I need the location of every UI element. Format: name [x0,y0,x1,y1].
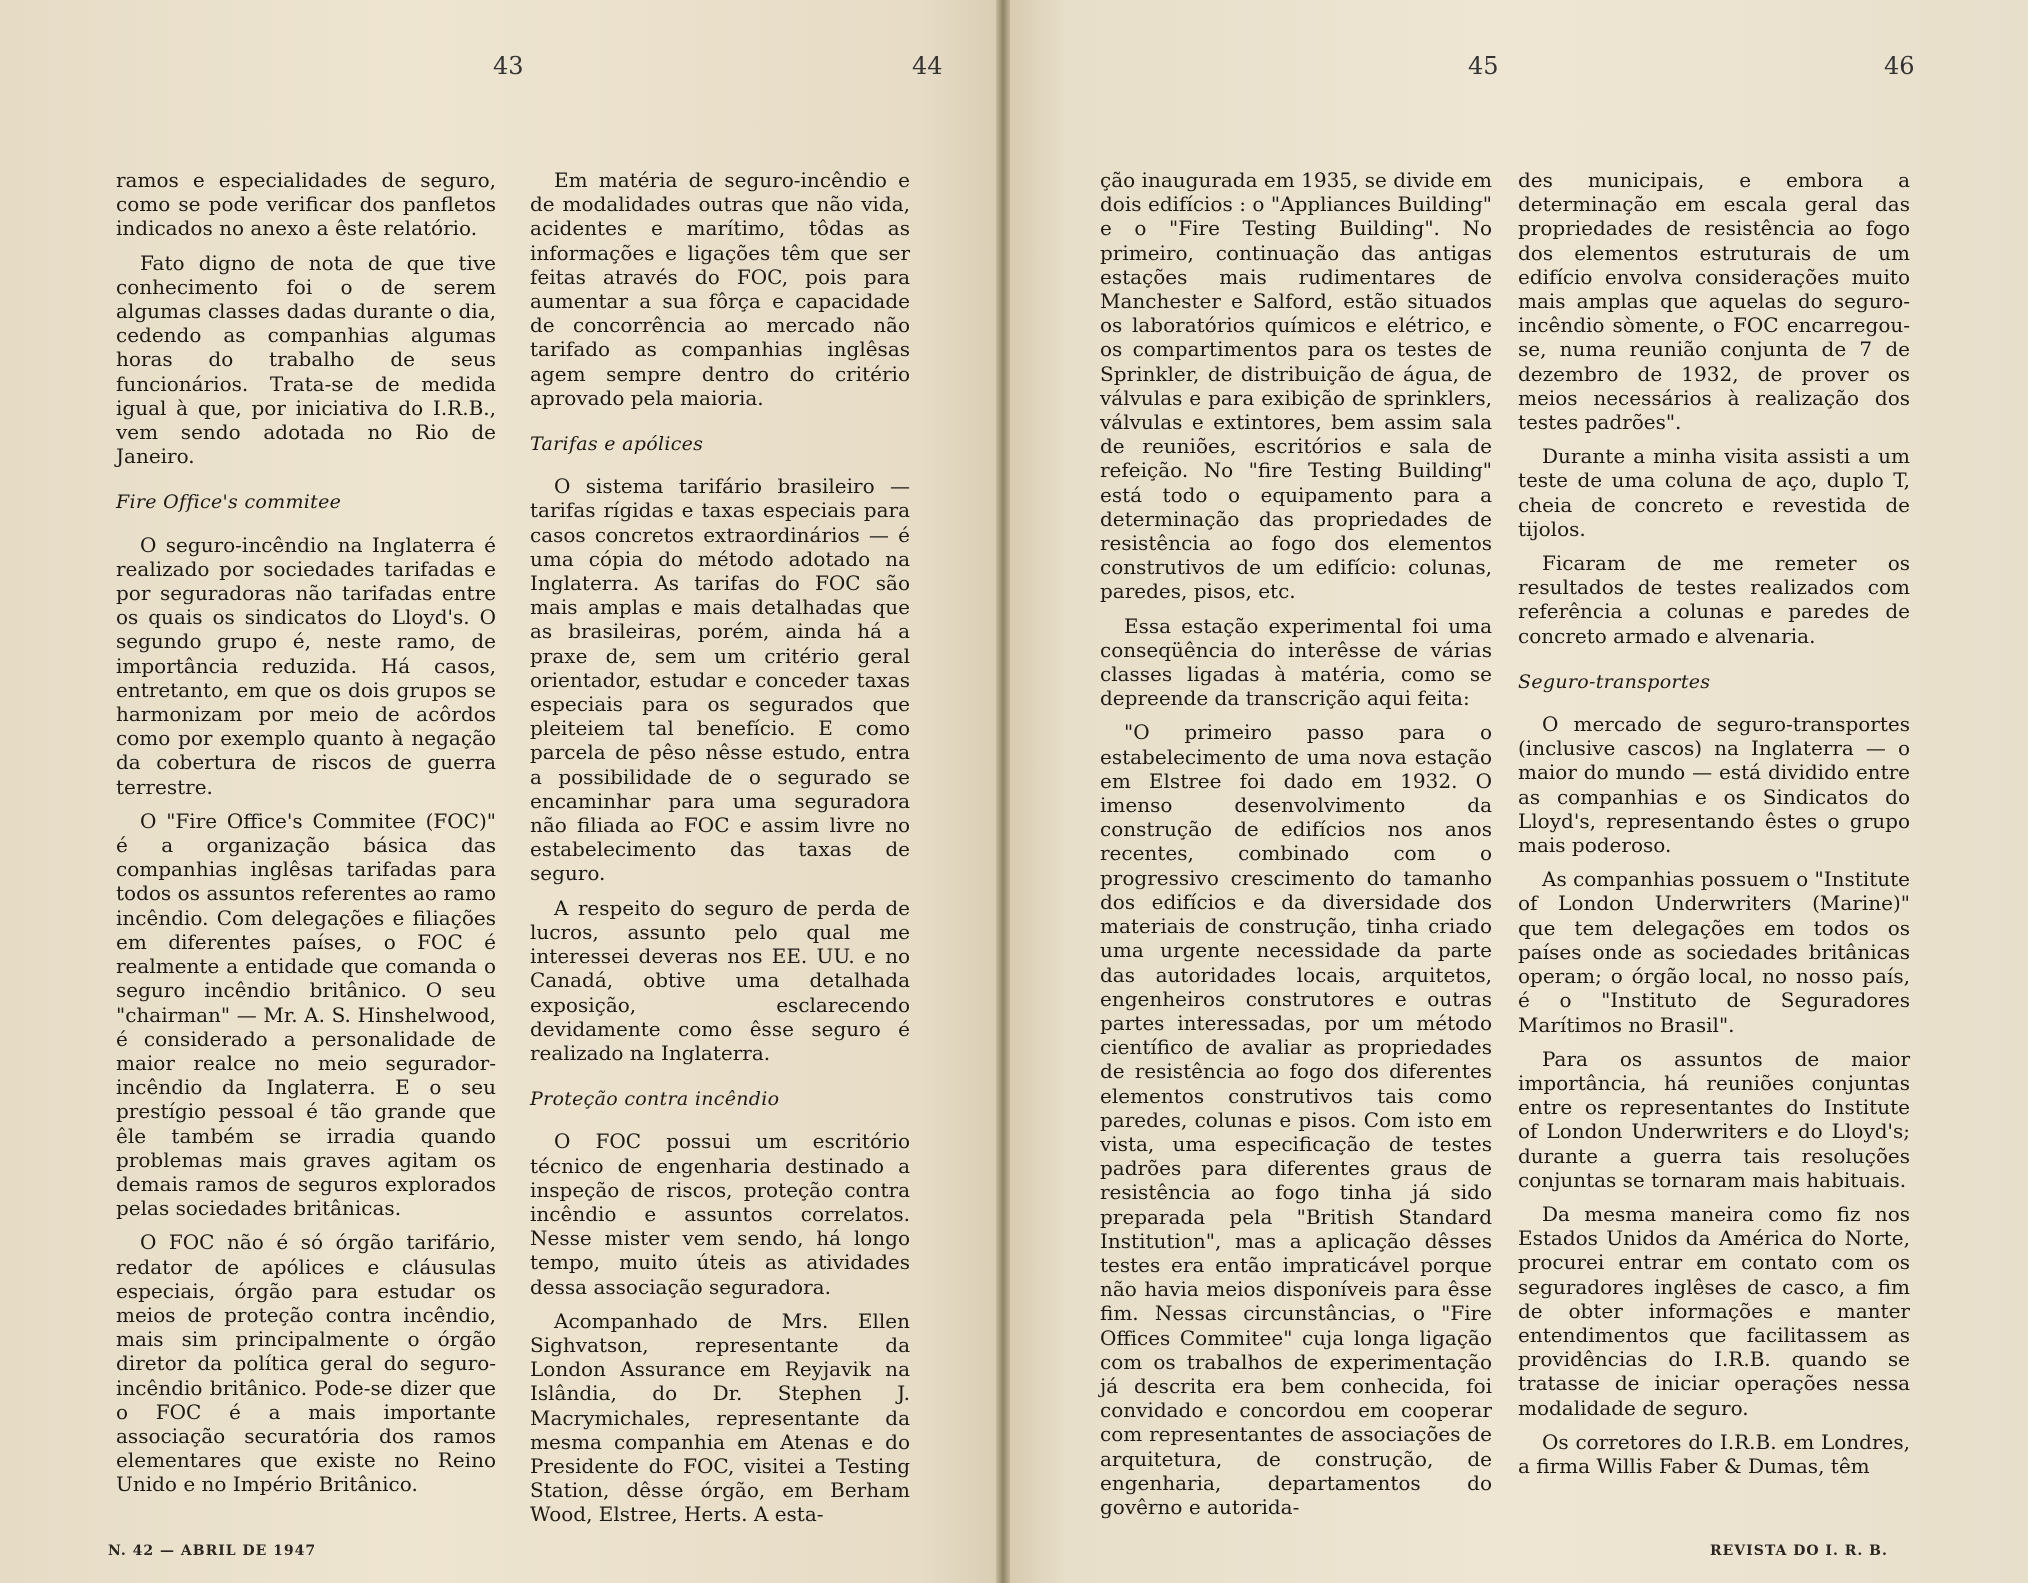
paragraph: Os corretores do I.R.B. em Londres, a firma Willis Faber & Dumas, têm [1518,1429,1910,1478]
page-number-45: 45 [1468,52,1499,80]
paragraph: Ficaram de me remeter os resultados de testes realizados com referência a colunas e paredes de concreto armado e alvenaria. [1518,551,1910,648]
page-number-44: 44 [912,52,943,80]
paragraph: Para os assuntos de maior importância, há reuniões conjuntas entre os representantes do Institute of London Underwriters e do Lloyd's; durante a guerra tais resoluções conjuntas se tornaram mais habituais. [1518,1046,1910,1192]
text-column-3 [1100,168,1492,1529]
paragraph: Em matéria de seguro-incêndio e de modalidades outras que não vida, acidentes e marítimo, tôdas as informações e ligações têm que ser feitas através do FOC, pois para aumentar a sua fôrça e capacidade de concorrência ao mercado não tarifado as companhias inglêsas agem sempre dentro do critério aprovado pela maioria. [530,168,910,410]
book-gutter [996,0,1010,1583]
paragraph: O mercado de seguro-transportes (inclusive cascos) na Inglaterra — o maior do mundo — está dividido entre as companhias e os Sindicatos do Lloyd's, representando êstes o grupo mais poderoso. [1518,712,1910,858]
paragraph: O "Fire Office's Commitee (FOC)" é a organização básica das companhias inglêsas tarifadas para todos os assuntos referentes ao ramo incêndio. Com delegações e filiações em diferentes países, o FOC é realmente a entidade que comanda o seguro incêndio britânico. O seu "chairman" — Mr. A. S. Hinshelwood, é considerado a personalidade de maior realce no meio segurador-incêndio da Inglaterra. E o seu prestígio pessoal é tão grande que êle também se irradia quando problemas mais graves agitam os demais ramos de seguros explorados pelas sociedades britânicas. [116,808,496,1221]
paragraph: des municipais, e embora a determinação em escala geral das propriedades de resistência ao fogo dos elementos estruturais de um edifício envolva considerações muito mais amplas que aquelas do seguro-incêndio sòmente, o FOC encarregou-se, numa reunião conjunta de 7 de dezembro de 1932, de prover os meios necessários à realização dos testes padrões". [1518,168,1910,435]
paragraph: As companhias possuem o "Institute of London Underwriters (Marine)" que tem delegações em todos os países onde as sociedades britânicas operam; o órgão local, no nosso país, é o "Instituto de Seguradores Marítimos no Brasil". [1518,867,1910,1037]
footer-issue-date: N. 42 — ABRIL DE 1947 [108,1543,317,1559]
paragraph: Da mesma maneira como fiz nos Estados Unidos da América do Norte, procurei entrar em contato com os seguradores inglêses de casco, a fim de obter informações e manter entendimentos que facilitassem as providências do I.R.B. quando se tratasse de iniciar operações nessa modalidade de seguro. [1518,1201,1910,1420]
paragraph: ção inaugurada em 1935, se divide em dois edifícios : o "Appliances Building" e o "Fire Testing Building". No primeiro, continuação das antigas estações mais rudimentares de Manchester e Salford, estão situados os laboratórios químicos e elétrico, e os compartimentos para os testes de Sprinkler, de distribuição de água, de válvulas e para exibição de sprinklers, válvulas e extintores, bem assim sala de reuniões, escritórios e sala de refeição. No "fire Testing Building" está todo o equipamento para a determinação das propriedades de resistência ao fogo dos elementos construtivos de um edifício: colunas, paredes, pisos, etc. [1100,168,1492,604]
paragraph: O sistema tarifário brasileiro — tarifas rígidas e taxas especiais para casos concretos extraordinários — é uma cópia do método adotado na Inglaterra. As tarifas do FOC são mais amplas e mais detalhadas que as brasileiras, porém, ainda há a praxe de, sem um critério geral orientador, estudar e conceder taxas especiais para os segurados que pleiteiem tal benefício. E como parcela de pêso nêsse estudo, entra a possibilidade de o segurado se encaminhar para uma seguradora não filiada ao FOC e assim livre no estabelecimento das taxas de seguro. [530,474,910,886]
text-column-4 [1518,168,1910,1488]
section-heading: Tarifas e apólices [530,433,704,456]
text-column-2 [530,168,910,1537]
paragraph: O seguro-incêndio na Inglaterra é realizado por sociedades tarifadas e por seguradoras não tarifadas entre os quais os sindicatos do Lloyd's. O segundo grupo é, neste ramo, de importância reduzida. Há casos, entretanto, em que os dois grupos se harmonizam por meio de acôrdos como por exemplo quanto à negação da cobertura de riscos de guerra terrestre. [116,532,496,799]
paragraph: "O primeiro passo para o estabelecimento de uma nova estação em Elstree foi dado em 1932. O imenso desenvolvimento da construção de edifícios nos anos recentes, combinado com o progressivo crescimento do tamanho dos edifícios e da diversidade dos materiais de construção, tinha criado uma urgente necessidade da parte das autoridades locais, arquitetos, engenheiros construtores e outras partes interessadas, por um método científico de avaliar as propriedades de resistência ao fogo dos diferentes elementos construtivos tais como paredes, colunas e pisos. Com isto em vista, uma especificação de testes padrões para diferentes graus de resistência ao fogo tinha já sido preparada pela "British Standard Institution", mas a aplicação dêsses testes era então impraticável porque não havia meios disponíveis para êsse fim. Nessas circunstâncias, o "Fire Offices Commitee" cuja longa ligação com os trabalhos de experimentação já descrita era bem conhecida, foi convidado e concordou em cooperar com representantes de associações de arquitetura, de construção, de engenharia, departamentos do govêrno e autorida- [1100,720,1492,1519]
paragraph: ramos e especialidades de seguro, como se pode verificar dos panfletos indicados no anexo a êste relatório. [116,168,496,241]
paragraph: Fato digno de nota de que tive conhecimento foi o de serem algumas classes dadas durante o dia, cedendo as companhias algumas horas do trabalho de seus funcionários. Trata-se de medida igual à que, por iniciativa do I.R.B., vem sendo adotada no Rio de Janeiro. [116,250,496,469]
page-number-46: 46 [1884,52,1915,80]
page-number-43: 43 [493,52,524,80]
paragraph: O FOC possui um escritório técnico de engenharia destinado a inspeção de riscos, proteção contra incêndio e assuntos correlatos. Nesse mister vem sendo, há longo tempo, muito úteis as atividades dessa associação seguradora. [530,1129,910,1299]
paragraph: A respeito do seguro de perda de lucros, assunto pelo qual me interessei deveras nos EE. UU. e no Canadá, obtive uma detalhada exposição, esclarecendo devidamente como êsse seguro é realizado na Inglaterra. [530,895,910,1065]
paragraph: Essa estação experimental foi uma conseqüência do interêsse de várias classes ligadas à matéria, como se depreende da transcrição aqui feita: [1100,613,1492,711]
paragraph: O FOC não é só órgão tarifário, redator de apólices e cláusulas especiais, órgão para estudar os meios de proteção contra incêndio, mais sim principalmente o órgão diretor da política geral do seguro-incêndio britânico. Pode-se dizer que o FOC é a mais importante associação securatória dos ramos elementares que existe no Reino Unido e no Império Britânico. [116,1230,496,1497]
section-heading: Proteção contra incêndio [530,1088,780,1111]
text-column-1 [116,168,496,1507]
paragraph: Acompanhado de Mrs. Ellen Sighvatson, representante da London Assurance em Reyjavik na Islândia, do Dr. Stephen J. Macrymichales, representante da mesma companhia em Atenas e do Presidente do FOC, visitei a Testing Station, dêsse órgão, em Berham Wood, Elstree, Herts. A esta- [530,1308,910,1527]
section-heading: Fire Office's commitee [116,491,342,514]
paragraph: Durante a minha visita assisti a um teste de uma coluna de aço, duplo T, cheia de concreto e revestida de tijolos. [1518,444,1910,541]
footer-publication: REVISTA DO I. R. B. [1710,1543,1888,1559]
section-heading: Seguro-transportes [1518,670,1711,693]
